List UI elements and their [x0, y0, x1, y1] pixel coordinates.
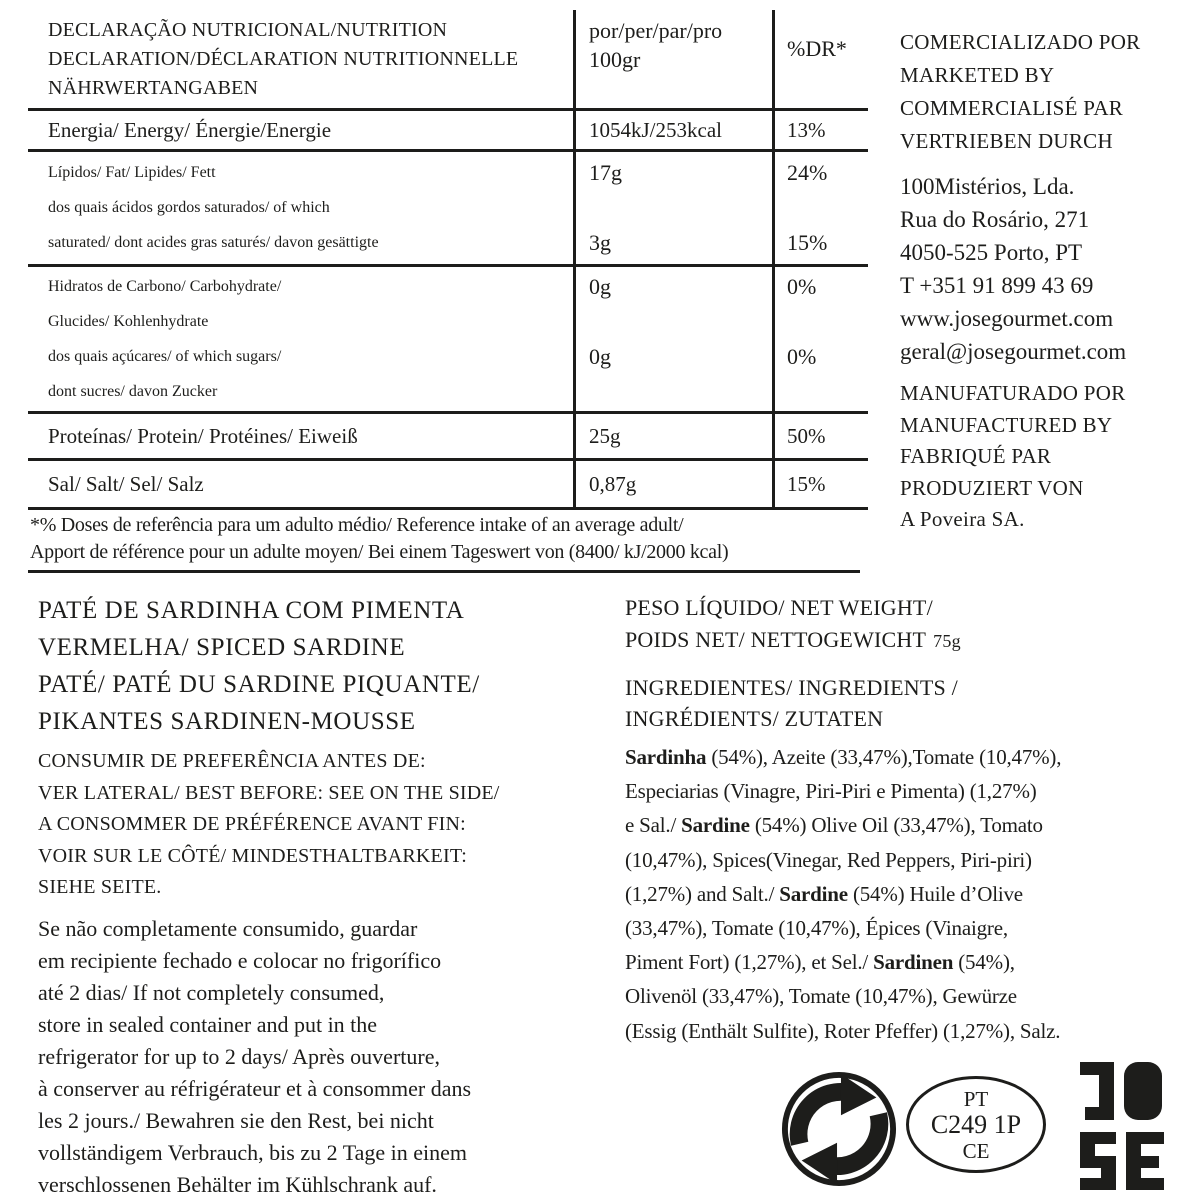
nutrition-table — [28, 10, 868, 510]
net-weight-line2 — [625, 624, 961, 657]
jose-brand-logo — [1080, 1062, 1168, 1190]
salt-dr: 15% — [772, 461, 868, 507]
stamp-ce-mark: CE — [962, 1138, 990, 1163]
manufactured-by-heading: MANUFATURADO POR MANUFACTURED BY FABRIQUÉ PAR PRODUZIERT VON — [900, 381, 1126, 500]
salt-value: 0,87g — [573, 461, 772, 507]
table-row-carbohydrate — [28, 267, 868, 414]
stamp-country-code: PT — [963, 1086, 989, 1111]
table-row-fat — [28, 152, 868, 267]
protein-value: 25g — [573, 414, 772, 458]
carbs-drs: 0% 0% — [772, 267, 868, 411]
table-row-salt — [28, 461, 868, 510]
ce-approval-stamp — [906, 1076, 1046, 1173]
table-row-energy — [28, 111, 868, 152]
marketer-address: 100Mistérios, Lda. Rua do Rosário, 271 4050-525 Porto, PT T +351 91 899 43 69 www.josegourmet.com geral@josegourmet.com — [900, 174, 1127, 364]
carbs-labels: Hidratos de Carbono/ Carbohydrate/ Glucides/ Kohlenhydrate dos quais açúcares/ of which sugars/ dont sucres/ davon Zucker — [48, 278, 282, 400]
energy-label: Energia/ Energy/ Énergie/Energie — [48, 118, 332, 142]
marketed-by-heading: COMERCIALIZADO POR MARKETED BY COMMERCIALISÉ PAR VERTRIEBEN DURCH — [900, 30, 1141, 153]
manufacturer-block — [900, 378, 1126, 536]
energy-dr: 13% — [772, 111, 868, 149]
nutrition-header-dr: %DR* — [772, 10, 868, 108]
net-weight-line1: PESO LÍQUIDO/ NET WEIGHT/ — [625, 595, 933, 620]
fat-values: 17g 3g — [573, 152, 772, 264]
table-row-protein — [28, 414, 868, 461]
stamp-approval-number: C249 1P — [930, 1109, 1022, 1139]
salt-label: Sal/ Salt/ Sel/ Salz — [48, 472, 204, 496]
storage-instructions: Se não completamente consumido, guardar em recipiente fechado e colocar no frigorífico até 2 dias/ If not completely consumed, store in sealed container and put in the refrigerator for up to 2 days/ Après ouverture, à conserver au réfrigérateur et à consommer dans les 2 jours./ Bewahren sie den Rest, bei nicht vollständigem Verbrauch, bis zu 2 Tage in einem verschlossenen Behälter im Kühlschrank auf. — [38, 916, 472, 1197]
ingredients-heading: INGREDIENTES/ INGREDIENTS / INGRÉDIENTS/ ZUTATEN — [625, 675, 958, 731]
fat-labels: Lípidos/ Fat/ Lipides/ Fett dos quais ácidos gordos saturados/ of which saturated/ dont acides gras saturés/ davon gesättigte — [48, 164, 379, 251]
manufacturer-name: A Poveira SA. — [900, 507, 1025, 531]
nutrition-header-per-100g: por/per/par/pro 100gr — [573, 10, 772, 108]
green-dot-recycling-icon — [780, 1070, 898, 1188]
fat-drs: 24% 15% — [772, 152, 868, 264]
section-divider — [28, 570, 860, 573]
best-before-notice: CONSUMIR DE PREFERÊNCIA ANTES DE: VER LATERAL/ BEST BEFORE: SEE ON THE SIDE/ A CONSOMMER DE PRÉFÉRENCE AVANT FIN: VOIR SUR LE CÔTÉ/ MINDESTHALTBARKEIT: SIEHE SEITE. — [38, 750, 500, 898]
reference-intake-footnote: *% Doses de referência para um adulto médio/ Reference intake of an average adult/ Apport de référence pour un adulte moyen/ Bei einem Tageswert von (8400/ kJ/2000 kcal) — [30, 514, 729, 563]
nutrition-table-header — [28, 10, 868, 111]
protein-label: Proteínas/ Protein/ Protéines/ Eiweiß — [48, 424, 358, 448]
carbs-values: 0g 0g — [573, 267, 772, 411]
protein-dr: 50% — [772, 414, 868, 458]
net-weight-block — [625, 592, 961, 657]
product-title: PATÉ DE SARDINHA COM PIMENTA VERMELHA/ SPICED SARDINE PATÉ/ PATÉ DU SARDINE PIQUANTE/ PIKANTES SARDINEN-MOUSSE — [38, 597, 480, 735]
nutrition-header-title: DECLARAÇÃO NUTRICIONAL/NUTRITION DECLARATION/DÉCLARATION NUTRITIONNELLE NÄHRWERTANGABEN — [48, 19, 519, 99]
net-weight-label: POIDS NET/ NETTOGEWICHT — [625, 627, 927, 652]
energy-value: 1054kJ/253kcal — [573, 111, 772, 149]
ingredients-list: Sardinha (54%), Azeite (33,47%),Tomate (10,47%), Especiarias (Vinagre, Piri-Piri e Pimenta) (1,27%) e Sal./ Sardine (54%) Olive Oil (33,47%), Tomato (10,47%), Spices(Vinegar, Red Peppers, Piri-piri) (1,27%) and Salt./ Sardine (54%) Huile d’Olive (33,47%), Tomate (10,47%), Épices (Vinaigre, Piment Fort) (1,27%), et Sel./ Sardinen (54%), Olivenöl (33,47%), Tomate (10,47%), Gewürze (Essig (Enthält Sulfite), Roter Pfeffer) (1,27%), Salz. — [625, 745, 1062, 1043]
net-weight-value: 75g — [933, 631, 961, 651]
